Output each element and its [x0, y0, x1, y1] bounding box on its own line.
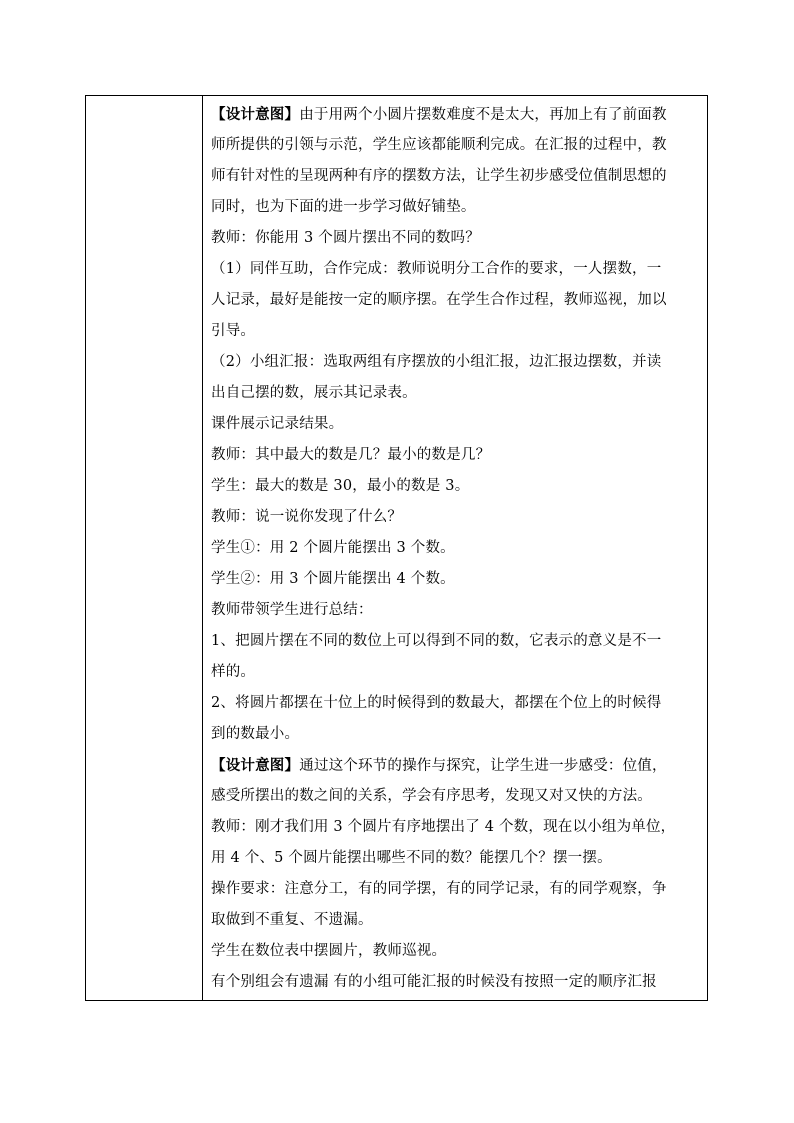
text-line — [211, 285, 705, 316]
line-text: 教师：你能用 3 个圆片摆出不同的数吗？ — [211, 230, 480, 246]
text-line — [211, 657, 705, 688]
line-text: 引导。 — [211, 323, 256, 339]
text-line — [211, 192, 705, 223]
text-line — [211, 99, 705, 130]
content-table — [85, 95, 708, 1001]
line-text: （2）小组汇报：选取两组有序摆放的小组汇报，边汇报边摆数，并读 — [211, 354, 662, 370]
text-line — [211, 223, 705, 254]
line-text: 1、把圆片摆在不同的数位上可以得到不同的数，它表示的意义是不一 — [211, 633, 662, 649]
text-line — [211, 471, 705, 502]
text-line — [211, 533, 705, 564]
text-line — [211, 688, 705, 719]
line-text: 教师：其中最大的数是几？最小的数是几？ — [211, 447, 491, 463]
right-column-cell — [203, 96, 707, 1000]
line-text: 师有针对性的呈现两种有序的摆数方法，让学生初步感受位值制思想的 — [211, 168, 667, 184]
line-text: 用 4 个、5 个圆片能摆出哪些不同的数？能摆几个？摆一摆。 — [211, 850, 612, 866]
line-text: 学生②：用 3 个圆片能摆出 4 个数。 — [211, 571, 455, 587]
text-line — [211, 502, 705, 533]
text-line — [211, 626, 705, 657]
text-line — [211, 316, 705, 347]
line-text: 操作要求：注意分工，有的同学摆，有的同学记录，有的同学观察，争 — [211, 881, 667, 897]
design-intent-label: 【设计意图】 — [211, 757, 300, 774]
line-text: 课件展示记录结果。 — [211, 416, 344, 432]
text-line — [211, 130, 705, 161]
line-text: 取做到不重复、不遗漏。 — [211, 912, 373, 928]
text-line — [211, 936, 705, 967]
line-text: （1）同伴互助，合作完成：教师说明分工合作的要求，一人摆数，一 — [211, 261, 662, 277]
text-line — [211, 905, 705, 936]
text-line — [211, 564, 705, 595]
line-text: 教师：刚才我们用 3 个圆片有序地摆出了 4 个数，现在以小组为单位， — [211, 819, 676, 835]
line-text: 人记录，最好是能按一定的顺序摆。在学生合作过程，教师巡视，加以 — [211, 292, 667, 308]
left-column-cell — [86, 96, 203, 1000]
line-text: 样的。 — [211, 664, 256, 680]
line-text: 有个别组会有遗漏 有的小组可能汇报的时候没有按照一定的顺序汇报 — [211, 974, 657, 990]
text-line — [211, 874, 705, 905]
text-line — [211, 812, 705, 843]
line-text: 学生在数位表中摆圆片，教师巡视。 — [211, 943, 447, 959]
text-line — [211, 750, 705, 781]
text-line — [211, 843, 705, 874]
line-text: 教师带领学生进行总结： — [211, 602, 373, 618]
text-line — [211, 378, 705, 409]
line-text: 通过这个环节的操作与探究，让学生进一步感受：位值， — [299, 758, 667, 774]
text-line — [211, 440, 705, 471]
text-line — [211, 161, 705, 192]
line-text: 同时，也为下面的进一步学习做好铺垫。 — [211, 199, 476, 215]
line-text: 出自己摆的数，展示其记录表。 — [211, 385, 417, 401]
line-text: 教师：说一说你发现了什么？ — [211, 509, 403, 525]
line-text: 由于用两个小圆片摆数难度不是太大，再加上有了前面教 — [299, 107, 667, 123]
text-line — [211, 595, 705, 626]
text-line — [211, 719, 705, 750]
line-text: 师所提供的引领与示范，学生应该都能顺利完成。在汇报的过程中，教 — [211, 137, 667, 153]
text-line — [211, 254, 705, 285]
line-text: 到的数最小。 — [211, 726, 300, 742]
text-line — [211, 409, 705, 440]
line-text: 感受所摆出的数之间的关系，学会有序思考，发现又对又快的方法。 — [211, 788, 652, 804]
design-intent-label: 【设计意图】 — [211, 106, 300, 123]
text-line — [211, 781, 705, 812]
line-text: 2、将圆片都摆在十位上的时候得到的数最大，都摆在个位上的时候得 — [211, 695, 662, 711]
line-text: 学生①：用 2 个圆片能摆出 3 个数。 — [211, 540, 455, 556]
line-text: 学生：最大的数是 30，最小的数是 3。 — [211, 478, 470, 494]
text-line — [211, 347, 705, 378]
text-line — [211, 967, 705, 998]
